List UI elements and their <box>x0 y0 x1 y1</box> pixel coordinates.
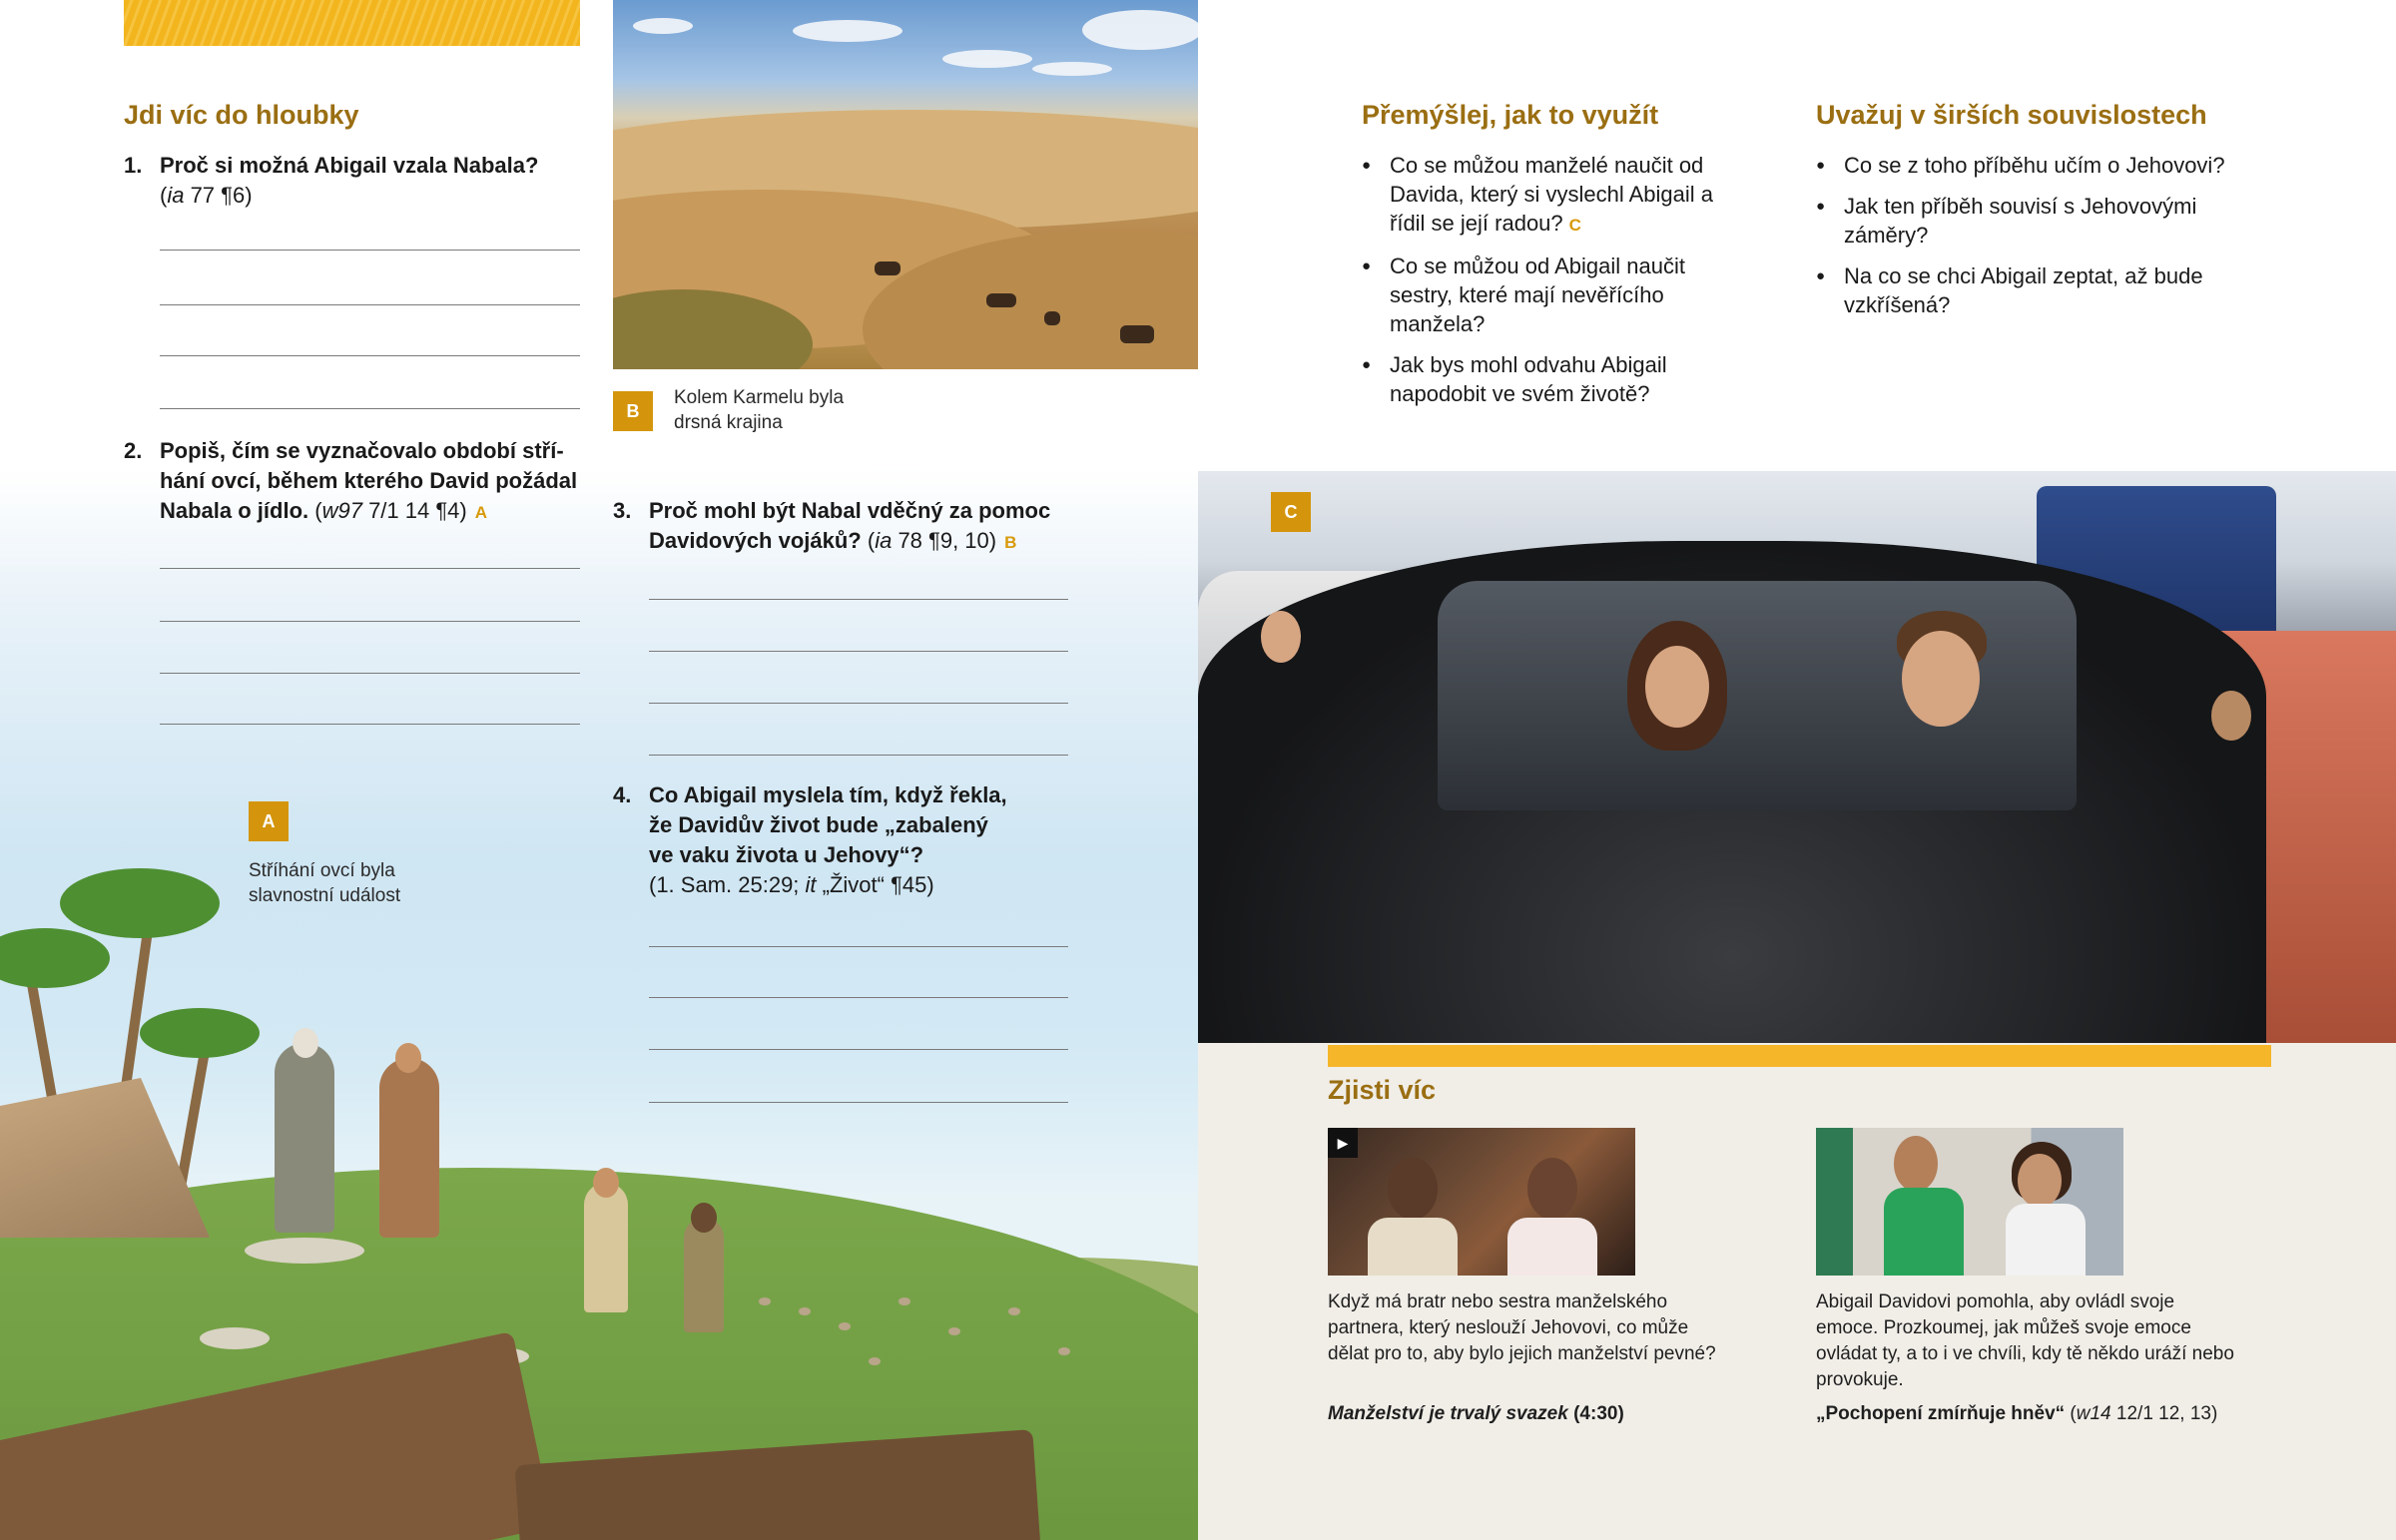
video-thumbnail-marriage[interactable] <box>1328 1128 1635 1276</box>
answer-line[interactable] <box>649 755 1068 756</box>
list-item: ● Co se můžou manželé naučit od Davida, který si vyslechl Abigail a řídil se její radou? C <box>1362 151 1741 240</box>
decorative-gold-bar <box>1328 1045 2271 1067</box>
list-item: ● Na co se chci Abigail zeptat, až bude vzkříšená? <box>1816 261 2245 319</box>
answer-line[interactable] <box>160 304 580 305</box>
answer-line[interactable] <box>160 568 580 569</box>
photo-b-caption: Kolem Karmelu byla drsná krajina <box>674 387 845 433</box>
article-title[interactable]: „Pochopení zmírňuje hněv“ (w14 12/1 12, 13) <box>1816 1403 2218 1424</box>
answer-line[interactable] <box>160 250 580 251</box>
video-title[interactable]: Manželství je trvalý svazek (4:30) <box>1328 1403 1624 1424</box>
question-2: 2. Popiš, čím se vyznačovalo období stří- hání ovcí, během kterého David požádal Nabala o jídlo. (w97 7/1 14 ¶4) A <box>124 438 578 523</box>
question-1: 1. Proč si možná Abigail vzala Nabala? (ia 77 ¶6) <box>124 153 539 208</box>
answer-line[interactable] <box>649 651 1068 652</box>
list-item: ● Co se můžou od Abigail naučit sestry, které mají nevěřícího manžela? <box>1362 252 1741 338</box>
illustration-a-badge: A <box>249 801 289 841</box>
car-argument-photo <box>1198 471 2396 1043</box>
answer-line[interactable] <box>160 355 580 356</box>
answer-line[interactable] <box>160 724 580 725</box>
play-icon[interactable]: ▶ <box>1328 1128 1358 1158</box>
illustration-reference-a: A <box>474 503 488 522</box>
list-item: ● Jak ten příběh souvisí s Jehovovými záměry? <box>1816 192 2245 250</box>
section-heading-apply: Přemýšlej, jak to využít <box>1362 100 1659 130</box>
sheep-shearing-illustration <box>0 828 1198 1540</box>
decorative-gold-bar <box>124 0 580 46</box>
photo-c-badge: C <box>1271 492 1311 532</box>
section-heading-context: Uvažuj v širších souvislostech <box>1816 100 2207 130</box>
question-4: 4. Co Abigail myslela tím, když řekla, že Davidův život bude „zabalený ve vaku života u Jehovy“? (1. Sam. 25:29; it „Život“ ¶45) <box>613 782 1007 897</box>
answer-line[interactable] <box>160 408 580 409</box>
section-heading-deeper: Jdi víc do hloubky <box>124 100 359 130</box>
apply-questions-list <box>1362 151 1741 420</box>
landscape-photo <box>613 0 1198 369</box>
illustration-reference-c: C <box>1568 216 1581 235</box>
article-description: Abigail Davidovi pomohla, aby ovládl svoje emoce. Prozkoumej, jak můžeš svoje emoce ovládat ty, a to i ve chvíli, kdy tě někdo uráží nebo provokuje. <box>1816 1291 2234 1390</box>
answer-line[interactable] <box>649 703 1068 704</box>
question-3: 3. Proč mohl být Nabal vděčný za pomoc Davidových vojáků? (ia 78 ¶9, 10) B <box>613 498 1051 553</box>
illustration-a-caption: Stříhání ovcí byla slavnostní událost <box>249 860 401 906</box>
answer-line[interactable] <box>160 621 580 622</box>
photo-b-badge: B <box>613 391 653 431</box>
section-heading-more: Zjisti víc <box>1328 1075 1437 1105</box>
list-item: ● Jak bys mohl odvahu Abigail napodobit ve svém životě? <box>1362 350 1741 408</box>
answer-line[interactable] <box>649 599 1068 600</box>
video-description: Když má bratr nebo sestra manželského partnera, který neslouží Jehovovi, co může dělat pro to, aby bylo jejich manželství pevné? <box>1328 1291 1716 1364</box>
illustration-reference-b: B <box>1004 533 1017 552</box>
list-item: ● Co se z toho příběhu učím o Jehovovi? <box>1816 151 2245 180</box>
context-questions-list <box>1816 151 2245 331</box>
article-thumbnail-anger[interactable] <box>1816 1128 2123 1276</box>
answer-line[interactable] <box>160 673 580 674</box>
